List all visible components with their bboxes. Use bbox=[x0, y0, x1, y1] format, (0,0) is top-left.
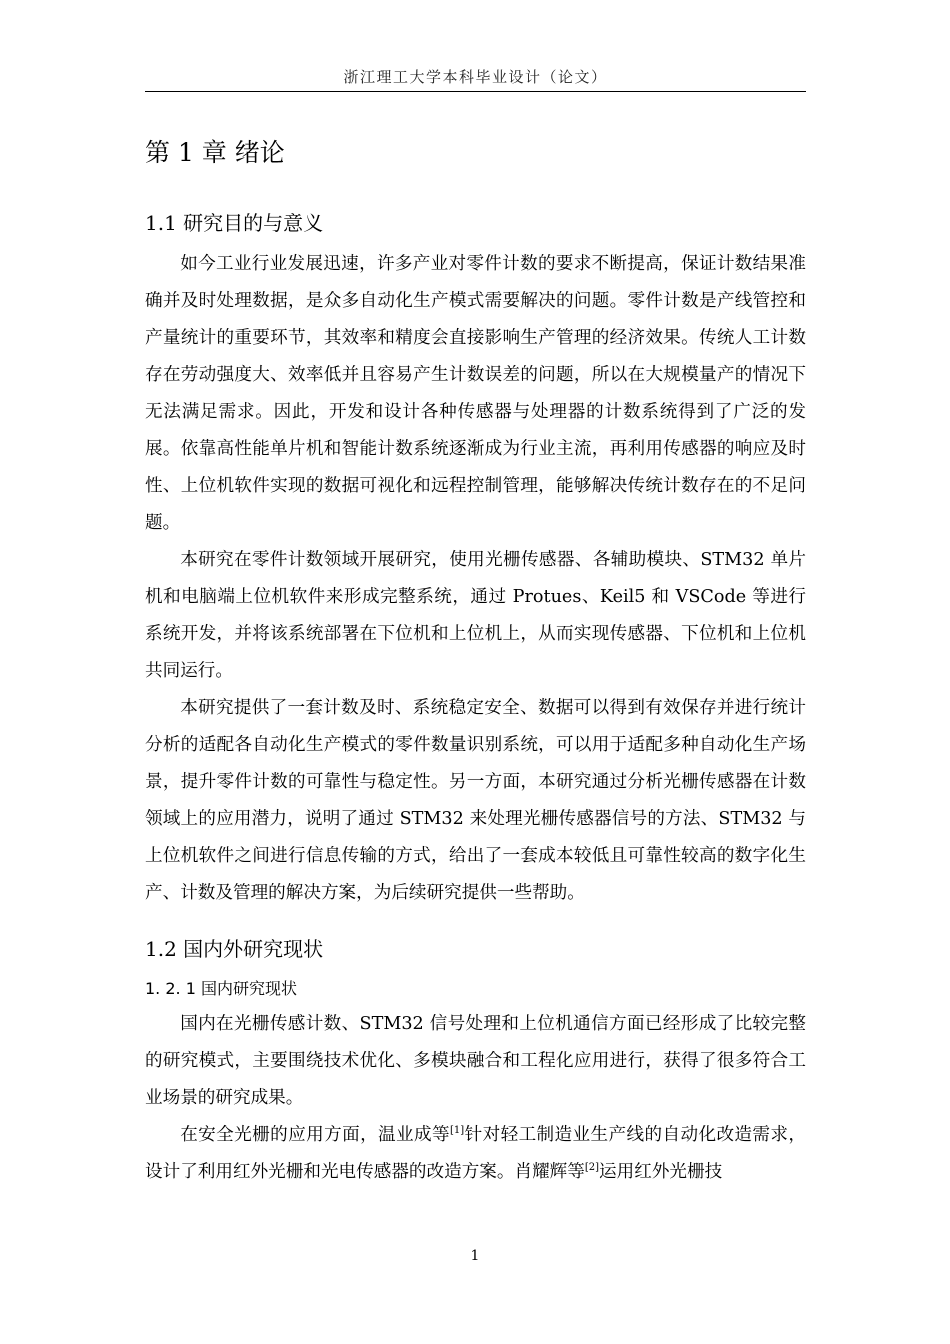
chapter-title: 第 1 章 绪论 bbox=[145, 138, 285, 167]
paragraph: 如今工业行业发展迅速，许多产业对零件计数的要求不断提高，保证计数结果准确并及时处理数据，是众多自动化生产模式需要解决的问题。零件计数是产线管控和产量统计的重要环节，其效率和精度会直接影响生产管理的经济效果。传统人工计数存在劳动强度大、效率低并且容易产生计数误差的问题，所以在大规模量产的情况下无法满足需求。因此，开发和设计各种传感器与处理器的计数系统得到了广泛的发展。依靠高性能单片机和智能计数系统逐渐成为行业主流，再利用传感器的响应及时性、上位机软件实现的数据可视化和远程控制管理，能够解决传统计数存在的不足问题。 bbox=[145, 254, 806, 533]
subsection-title-1-2-1: 1. 2. 1 国内研究现状 bbox=[145, 979, 297, 998]
section-title-1-1: 1.1 研究目的与意义 bbox=[145, 211, 324, 235]
paragraph-text: 运用红外光栅技 bbox=[599, 1162, 723, 1182]
page-body bbox=[145, 134, 806, 1191]
running-header: 浙江理工大学本科毕业设计（论文） bbox=[343, 68, 608, 86]
paragraph: 本研究在零件计数领域开展研究，使用光栅传感器、各辅助模块、STM32 单片机和电脑端上位机软件来形成完整系统，通过 Protues、Keil5 和 VSCode 等进行系统开发，并将该系统部署在下位机和上位机上，从而实现传感器、下位机和上位机共同运行。 bbox=[145, 550, 806, 681]
citation-ref[interactable]: [2] bbox=[584, 1162, 600, 1173]
paragraph-text: 在安全光栅的应用方面，温业成等 bbox=[180, 1125, 451, 1145]
paragraph: 国内在光栅传感计数、STM32 信号处理和上位机通信方面已经形成了比较完整的研究模式，主要围绕技术优化、多模块融合和工程化应用进行，获得了很多符合工业场景的研究成果。 bbox=[145, 1014, 806, 1108]
paragraph-text: 针对轻工制造业生产线的自动化改造需求，设计了利用红外光栅和光电传感器的改造方案。肖耀辉等 bbox=[145, 1125, 806, 1182]
paragraph: 本研究提供了一套计数及时、系统稳定安全、数据可以得到有效保存并进行统计分析的适配各自动化生产模式的零件数量识别系统，可以用于适配多种自动化生产场景，提升零件计数的可靠性与稳定性。另一方面，本研究通过分析光栅传感器在计数领域上的应用潜力，说明了通过 STM32 来处理光栅传感器信号的方法、STM32 与上位机软件之间进行信息传输的方式，给出了一套成本较低且可靠性较高的数字化生产、计数及管理的解决方案，为后续研究提供一些帮助。 bbox=[145, 698, 806, 903]
paragraph bbox=[145, 1117, 806, 1191]
section-title-1-2: 1.2 国内外研究现状 bbox=[145, 937, 324, 961]
citation-ref[interactable]: [1] bbox=[450, 1125, 465, 1136]
page-number: 1 bbox=[470, 1248, 480, 1264]
header-rule bbox=[145, 91, 806, 92]
